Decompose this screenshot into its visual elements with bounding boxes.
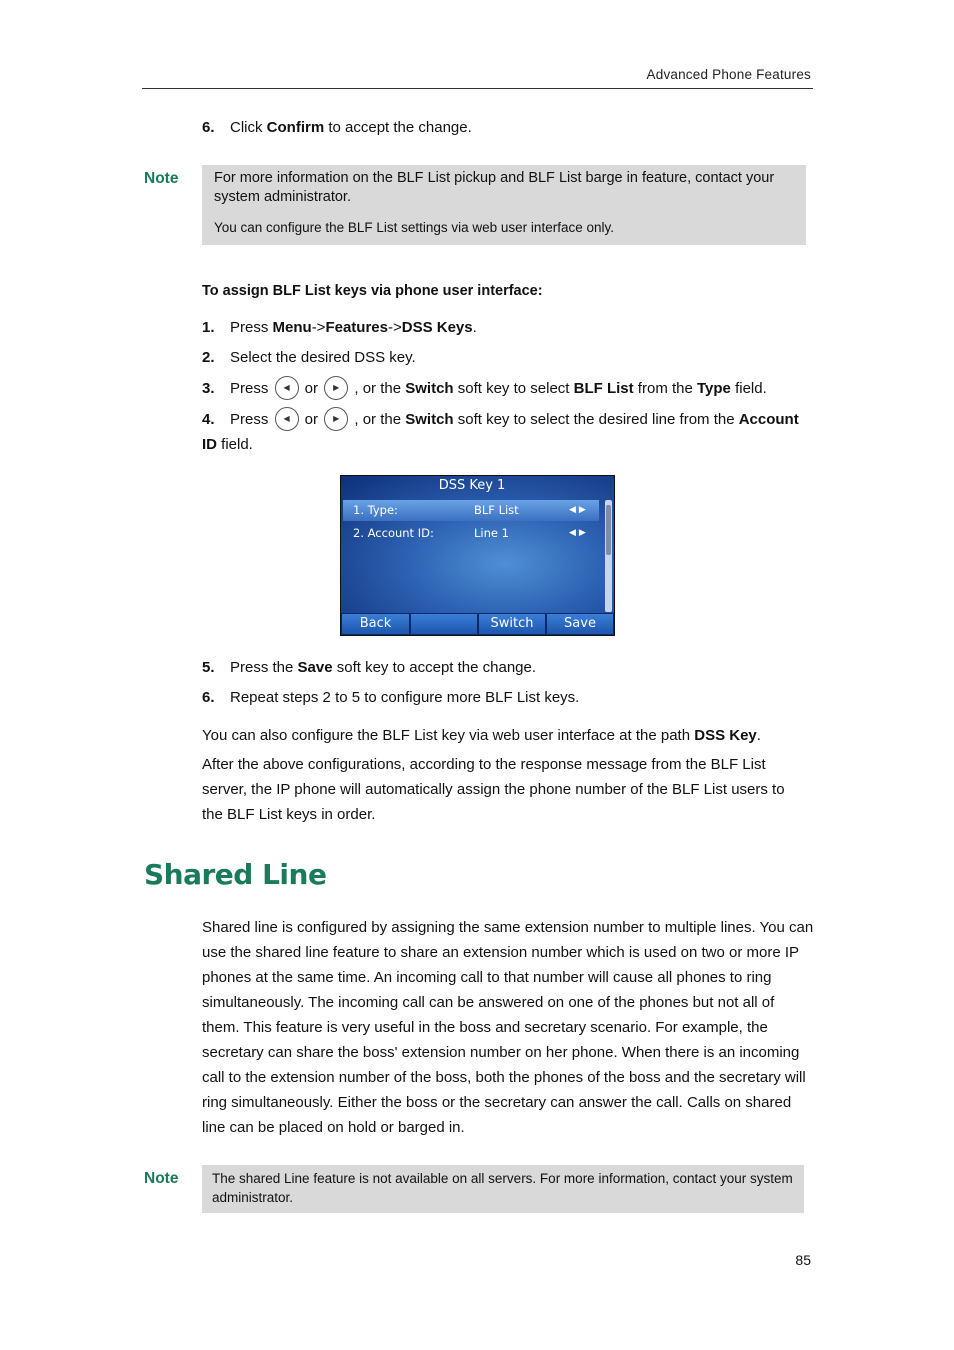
procedure-title: To assign BLF List keys via phone user interface: xyxy=(202,283,543,299)
section-heading: Shared Line xyxy=(144,858,327,891)
softkey-bar xyxy=(341,613,614,635)
switch-softkey[interactable]: Switch xyxy=(479,614,545,634)
step-5: 5. Press the Save soft key to accept the change. xyxy=(202,659,537,676)
screen-title: DSS Key 1 xyxy=(438,478,506,493)
screen-scrollbar[interactable] xyxy=(605,500,612,612)
screen-row-type[interactable]: 1. Type: BLF List ◀▶ xyxy=(343,500,599,521)
step-6: 6. Repeat steps 2 to 5 to configure more BLF List keys. xyxy=(202,689,580,706)
left-right-arrows-icon: ◀▶ xyxy=(569,505,589,515)
note-box: The shared Line feature is not available on all servers. For more information, contact your system administrator. xyxy=(202,1165,804,1213)
right-arrow-key-icon: ▶ xyxy=(324,376,348,400)
step-1: 1. Press Menu->Features->DSS Keys. xyxy=(202,319,477,336)
left-arrow-key-icon: ◀ xyxy=(275,407,299,431)
paragraph-after-config: After the above configurations, according to the response message from the BLF List server, the IP phone will automatically assign the phone number of the BLF List users to the BLF List keys in order. xyxy=(202,756,785,823)
header-divider xyxy=(142,88,813,89)
save-softkey[interactable]: Save xyxy=(547,614,613,634)
running-header: Advanced Phone Features xyxy=(646,67,811,82)
note-text: You can configure the BLF List settings via web user interface only. xyxy=(214,220,614,235)
note-label: Note xyxy=(144,1170,179,1187)
right-arrow-key-icon: ▶ xyxy=(324,407,348,431)
paragraph-web-ui: You can also configure the BLF List key via web user interface at the path DSS Key. xyxy=(202,727,761,744)
step-4: 4. Press ◀ or ▶ , or the Switch soft key to select the desired line from the Account ID field. xyxy=(202,407,814,457)
note-box xyxy=(202,165,806,245)
step-confirm: 6. Click Confirm to accept the change. xyxy=(202,119,472,136)
note-text: For more information on the BLF List pickup and BLF List barge in feature, contact your system administrator. xyxy=(214,170,775,205)
page-number: 85 xyxy=(795,1252,811,1268)
scrollbar-thumb[interactable] xyxy=(606,505,611,555)
left-right-arrows-icon: ◀▶ xyxy=(569,528,589,538)
step-2: 2. Select the desired DSS key. xyxy=(202,349,416,366)
left-arrow-key-icon: ◀ xyxy=(275,376,299,400)
back-softkey[interactable]: Back xyxy=(342,614,409,634)
phone-screen xyxy=(340,475,615,636)
paragraph-shared-line: Shared line is configured by assigning the same extension number to multiple lines. You can use the shared line feature to share an extension number which is used on two or more IP phones at the same time. An incoming call to that number will cause all phones to ring simultaneously. The incoming call can be answered on one of the phones but not all of them. This feature is very useful in the boss and secretary scenario. For example, the secretary can share the boss' extension number on her phone. When there is an incoming call to the extension number of the boss, both the phones of the boss and the secretary will ring simultaneously. Either the boss or the secretary can answer the call. Calls on shared line can be placed on hold or barged in. xyxy=(202,919,814,1136)
empty-softkey[interactable] xyxy=(411,614,477,634)
screen-row-account[interactable]: 2. Account ID: Line 1 ◀▶ xyxy=(343,523,599,544)
step-3: 3. Press ◀ or ▶ , or the Switch soft key to select BLF List from the Type field. xyxy=(202,377,814,401)
note-label: Note xyxy=(144,170,179,187)
